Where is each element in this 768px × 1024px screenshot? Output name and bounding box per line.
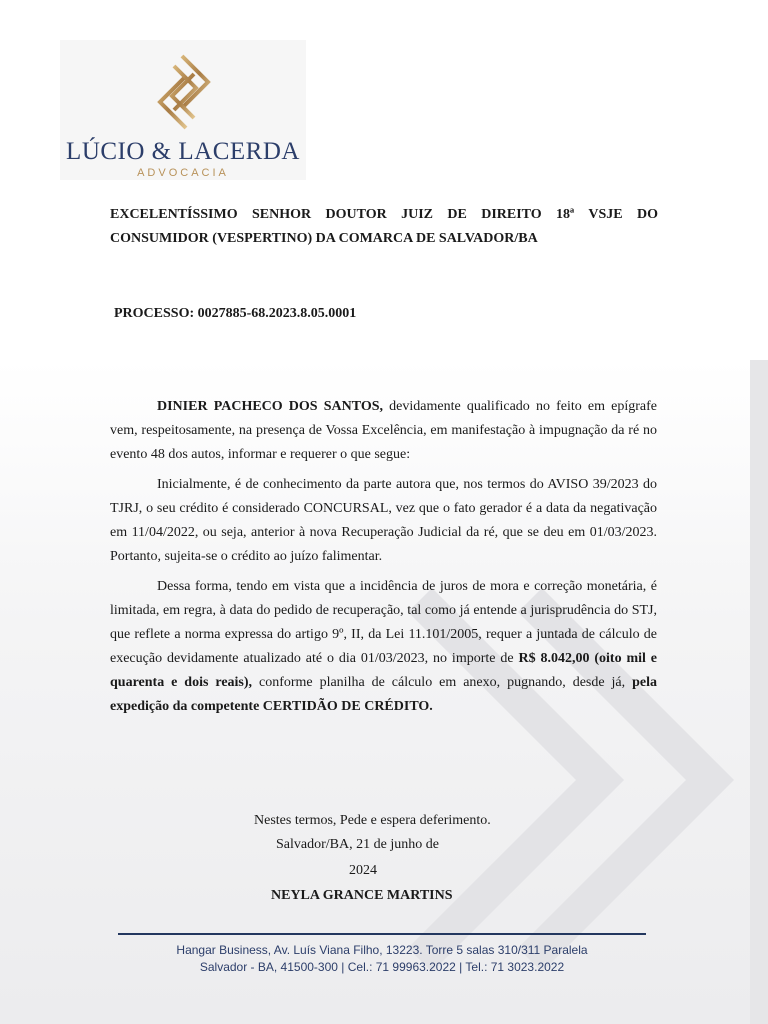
paragraph-1-text: devidamente qualificado no feito em epígrafe vem, respeitosamente, na presença de Vossa Excelência, em manifestação à impugnação da ré no evento 48 dos autos, informar e requerer o que segue: [110,399,657,462]
addressee-heading: EXCELENTÍSSIMO SENHOR DOUTOR JUIZ DE DIREITO 18ª VSJE DO CONSUMIDOR (VESPERTINO) DA COMARCA DE SALVADOR/BA [110,207,658,246]
paragraph-3-text-c: conforme planilha de cálculo em anexo, pugnando, desde já, [252,675,633,690]
footer-address: Hangar Business, Av. Luís Viana Filho, 13223. Torre 5 salas 310/311 Paralela [176,943,588,957]
paragraph-3 [110,575,657,719]
petition-body [110,395,657,725]
closing-line: Nestes termos, Pede e espera deferimento. [254,813,491,828]
logo-subtitle: ADVOCACIA [137,167,229,179]
footer-contact: Salvador - BA, 41500-300 | Cel.: 71 99963.2022 | Tel.: 71 3023.2022 [199,960,565,974]
request-certificate: pela expedição da competente CERTIDÃO DE CRÉDITO. [110,675,657,714]
process-number: PROCESSO: 0027885-68.2023.8.05.0001 [114,306,357,321]
paragraph-3-text-a: Dessa forma, tendo em vista que a incidência de juros de mora e correção monetária, é limitada, em regra, à data do pedido de recuperação, tal como já entende a jurisprudência do STJ, que reflete a norma expressa do artigo 9º, II, da Lei 11.101/2005, requer a juntada de cálculo de execução devidamente atualizado até o dia 01/03/2023, no importe de [110,579,657,666]
page-edge [750,360,768,1024]
signer-name: NEYLA GRANCE MARTINS [271,888,453,903]
year: 2024 [349,863,377,878]
logo [60,40,306,180]
paragraph-1 [110,395,657,467]
chevron-diamond-logo-icon [152,52,216,132]
footer-divider [118,933,646,935]
place-date: Salvador/BA, 21 de junho de [276,837,439,852]
paragraph-2: Inicialmente, é de conhecimento da parte autora que, nos termos do AVISO 39/2023 do TJRJ, o seu crédito é considerado CONCURSAL, vez que o fato gerador é a data da negativação em 11/04/2022, ou seja, anterior à nova Recuperação Judicial da ré, que se deu em 01/03/2023. Portanto, sujeita-se o crédito ao juízo falimentar. [110,477,657,564]
party-name: DINIER PACHECO DOS SANTOS, [157,399,384,414]
footer [118,942,646,976]
logo-name: LÚCIO & LACERDA [66,138,300,165]
amount: R$ 8.042,00 (oito mil e quarenta e dois reais), [110,651,658,690]
